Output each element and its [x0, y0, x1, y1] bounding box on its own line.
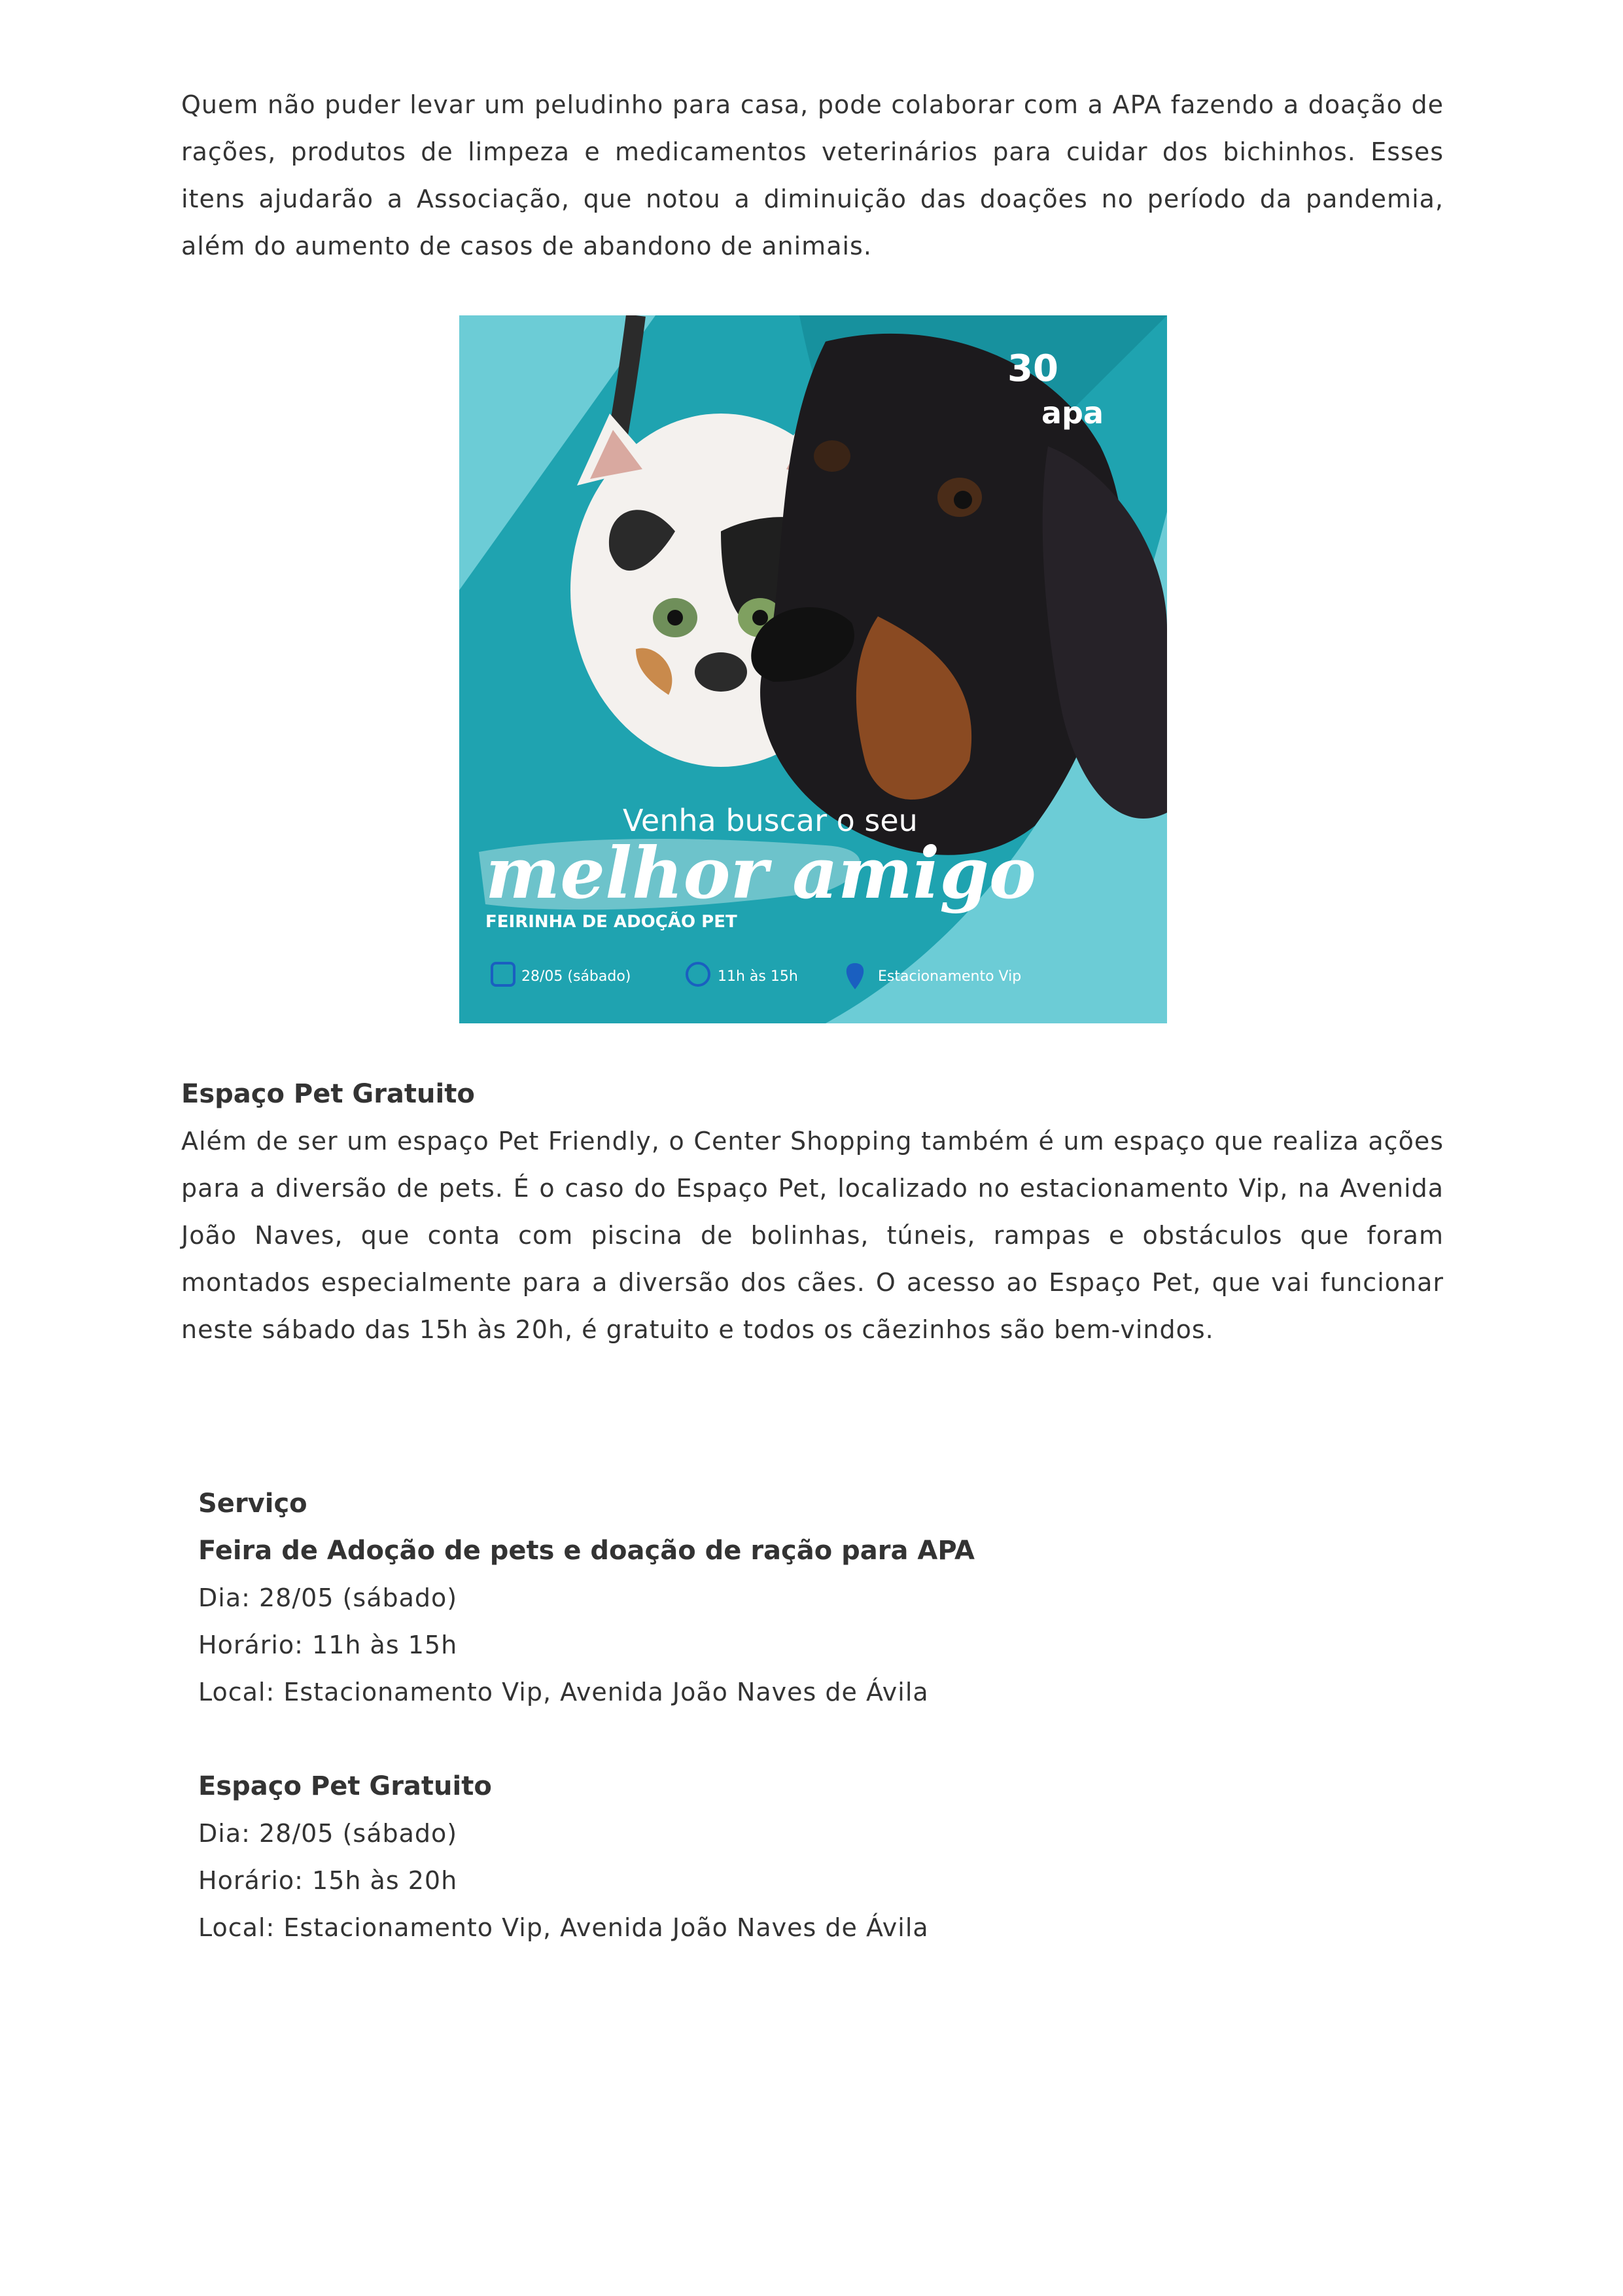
event1-day: Dia: 28/05 (sábado)	[198, 1583, 458, 1612]
poster-script-text: melhor amigo	[485, 832, 1036, 915]
event1-place: Local: Estacionamento Vip, Avenida João Naves de Ávila	[198, 1678, 929, 1706]
event2-title: Espaço Pet Gratuito	[198, 1771, 492, 1801]
pet-section-paragraph: Além de ser um espaço Pet Friendly, o Center Shopping também é um espaço que realiza ações para a diversão de pets. É o caso do Espaço Pet, localizado no estacionamento Vip, na Avenida João Naves, que conta com piscina de bolinhas, túneis, rampas e obstáculos que foram montados especialmente para a diversão dos cães. O acesso ao Espaço Pet, que vai funcionar neste sábado das 15h às 20h, é gratuito e todos os cãezinhos são bem-vindos.	[181, 1127, 1444, 1344]
event2-day: Dia: 28/05 (sábado)	[198, 1819, 458, 1848]
poster-subtitle: FEIRINHA DE ADOÇÃO PET	[485, 912, 737, 932]
apa-logo: apa	[1041, 395, 1104, 431]
pet-section-title: Espaço Pet Gratuito	[181, 1079, 475, 1109]
intro-paragraph: Quem não puder levar um peludinho para casa, pode colaborar com a APA fazendo a doação de rações, produtos de limpeza e medicamentos veterinários para cuidar dos bichinhos. Esses itens ajudarão a Associação, que notou a diminuição das doações no período da pandemia, além do aumento de casos de abandono de animais.	[181, 90, 1444, 260]
anniversary-badge: 30	[1007, 347, 1058, 390]
event2-place: Local: Estacionamento Vip, Avenida João Naves de Ávila	[198, 1913, 929, 1942]
service-label: Serviço	[198, 1489, 307, 1519]
poster-place: Estacionamento Vip	[878, 968, 1022, 985]
event1-time: Horário: 11h às 15h	[198, 1631, 458, 1659]
adoption-poster-image	[459, 315, 1167, 1023]
event1-title: Feira de Adoção de pets e doação de ração para APA	[198, 1536, 975, 1566]
event2-time: Horário: 15h às 20h	[198, 1866, 458, 1895]
poster-date: 28/05 (sábado)	[521, 968, 631, 985]
poster-time: 11h às 15h	[718, 968, 798, 985]
poster-headline: Venha buscar o seu	[623, 803, 918, 838]
